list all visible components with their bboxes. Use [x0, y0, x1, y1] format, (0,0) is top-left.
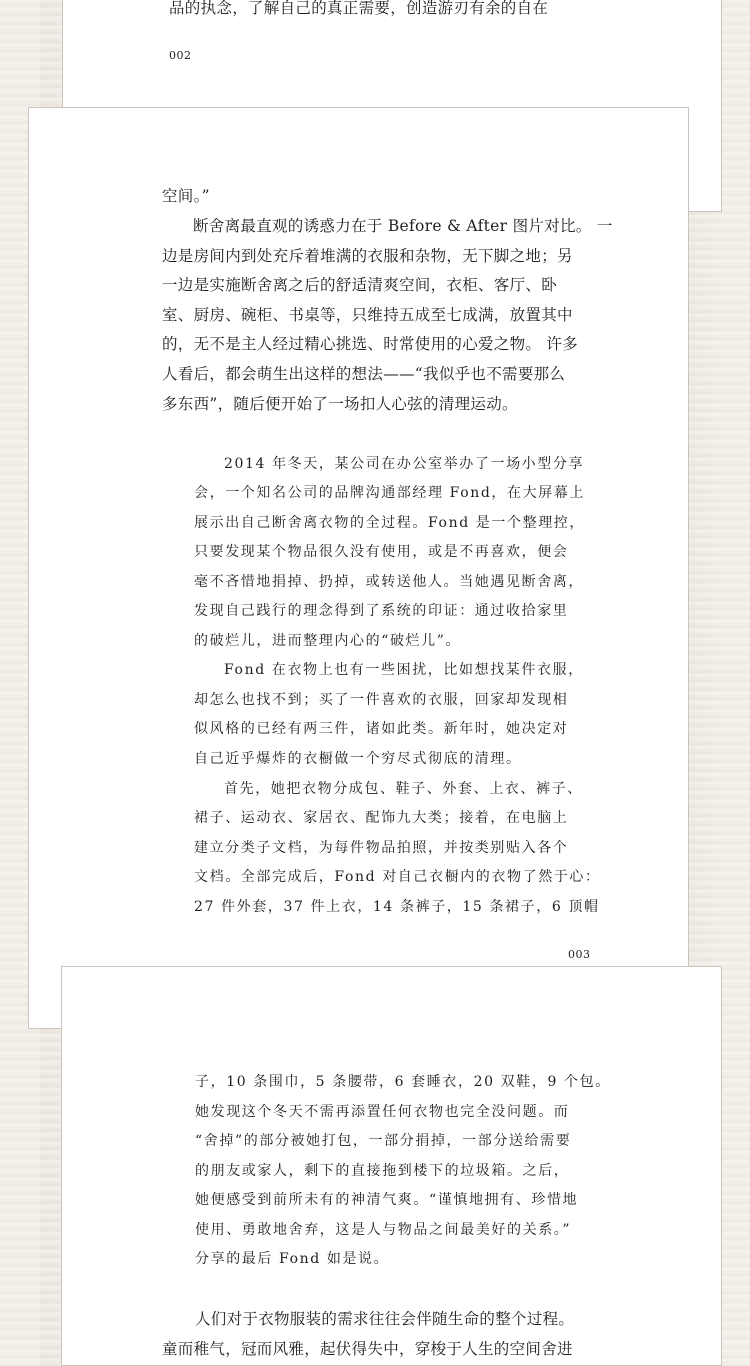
quote-line: 的破烂儿，进而整理内心的“破烂儿”。: [194, 633, 462, 649]
quote-line: 2014 年冬天，某公司在办公室举办了一场小型分享: [224, 456, 585, 472]
quote-line: 使用、勇敢地舍弃，这是人与物品之间最美好的关系。”: [195, 1222, 572, 1238]
quote-line: 似风格的已经有两三件，诸如此类。新年时，她决定对: [194, 721, 569, 737]
quote-line: 毫不吝惜地捐掉、扔掉，或转送他人。当她遇见断舍离，: [194, 574, 584, 590]
text-line: 人看后，都会萌生出这样的想法——“我似乎也不需要那么: [162, 365, 566, 383]
page-number: 003: [568, 948, 591, 961]
quote-line: 只要发现某个物品很久没有使用，或是不再喜欢，便会: [194, 544, 569, 560]
text-line: 多东西”，随后便开始了一场扣人心弦的清理运动。: [162, 395, 518, 413]
quote-line: 的朋友或家人，剩下的直接拖到楼下的垃圾箱。之后，: [195, 1163, 570, 1179]
quote-line: 会，一个知名公司的品牌沟通部经理 Fond，在大屏幕上: [194, 485, 586, 501]
text-line: 的，无不是主人经过精心挑选、时常使用的心爱之物。 许多: [162, 335, 579, 353]
quote-line: 子，10 条围巾，5 条腰带，6 套睡衣，20 双鞋，9 个包。: [195, 1074, 611, 1090]
text-line: 童而稚气，冠而风雅，起伏得失中，穿梭于人生的空间舍进: [162, 1340, 573, 1358]
text-line: 一边是实施断舍离之后的舒适清爽空间，衣柜、客厅、卧: [162, 276, 558, 294]
book-page-003: [28, 107, 689, 1029]
quote-line: 发现自己践行的理念得到了系统的印证：通过收拾家里: [194, 603, 569, 619]
text-line: 边是房间内到处充斥着堆满的衣服和杂物，无下脚之地；另: [162, 247, 573, 265]
quote-line: 分享的最后 Fond 如是说。: [195, 1251, 390, 1267]
book-page-004: [61, 966, 722, 1366]
quote-line: 27 件外套，37 件上衣，14 条裤子，15 条裙子，6 顶帽: [194, 899, 600, 915]
quote-line: 建立分类子文档，为每件物品拍照，并按类别贴入各个: [194, 840, 569, 856]
quote-line: 展示出自己断舍离衣物的全过程。Fond 是一个整理控，: [194, 515, 586, 531]
quote-line: 自己近乎爆炸的衣橱做一个穷尽式彻底的清理。: [194, 751, 522, 767]
text-line: 品的执念，了解自己的真正需要，创造游刃有余的自在: [169, 0, 549, 17]
quote-line: Fond 在衣物上也有一些困扰，比如想找某件衣服，: [224, 662, 584, 678]
quote-line: 她便感受到前所未有的神清气爽。“谨慎地拥有、珍惜地: [195, 1192, 579, 1208]
quote-line: 却怎么也找不到；买了一件喜欢的衣服，回家却发现相: [194, 692, 569, 708]
quote-line: 她发现这个冬天不需再添置任何衣物也完全没问题。而: [195, 1104, 570, 1120]
quote-line: “舍掉”的部分被她打包，一部分捐掉，一部分送给需要: [195, 1133, 572, 1149]
quote-line: 裙子、运动衣、家居衣、配饰九大类；接着，在电脑上: [194, 810, 569, 826]
page-number: 002: [169, 49, 192, 62]
text-line: 断舍离最直观的诱惑力在于 Before & After 图片对比。 一: [193, 217, 613, 235]
text-line: 空间。”: [162, 187, 210, 205]
quote-line: 文档。全部完成后，Fond 对自己衣橱内的衣物了然于心：: [194, 869, 601, 885]
quote-line: 首先，她把衣物分成包、鞋子、外套、上衣、裤子、: [224, 781, 583, 797]
text-line: 人们对于衣物服装的需求往往会伴随生命的整个过程。: [195, 1310, 575, 1328]
text-line: 室、厨房、碗柜、书桌等，只维持五成至七成满，放置其中: [162, 306, 573, 324]
